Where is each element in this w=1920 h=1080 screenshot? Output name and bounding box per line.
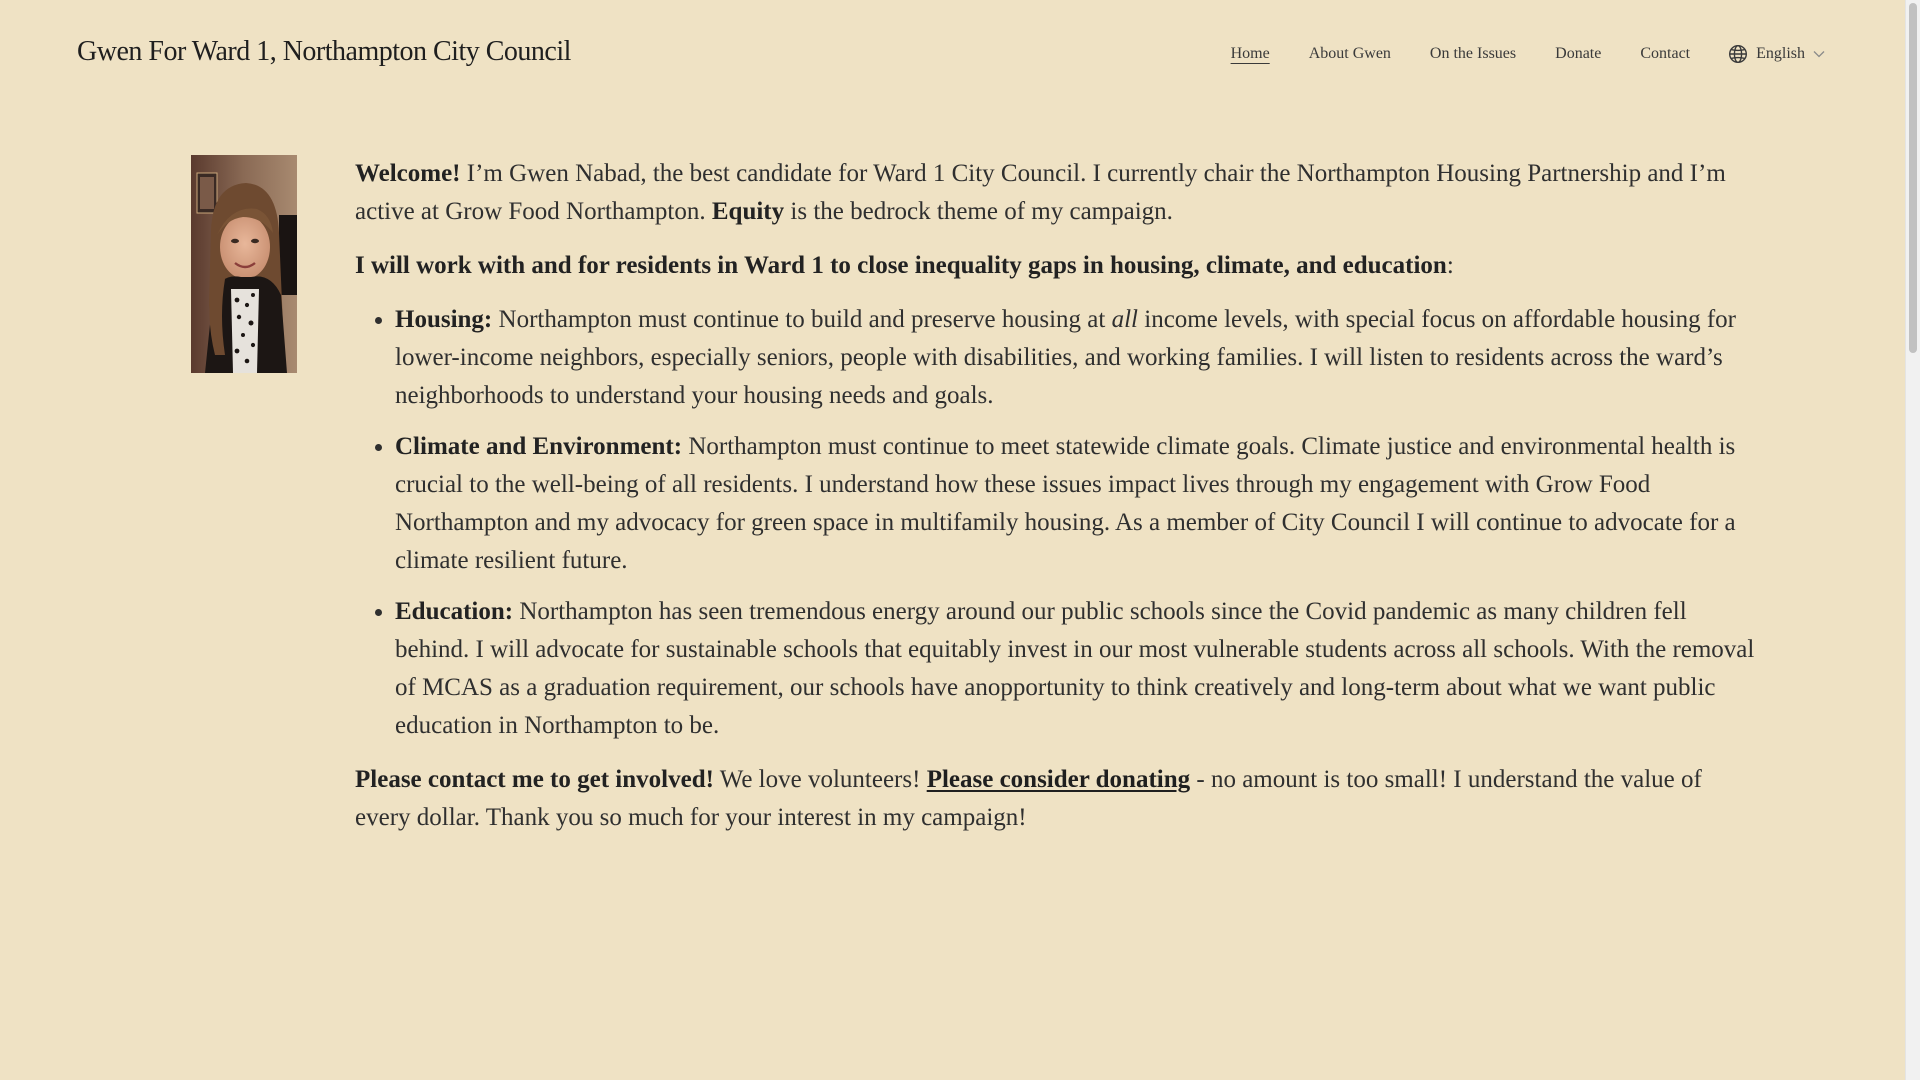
issue-climate: • Climate and Environment: Northampton must continue to meet statewide climate goals. Climate justice and environmental health is crucial to the well-being of all residents. I understand how these issues impact lives through my engagement with Grow Food Northampton and my advocacy for green space in multifamily housing. As a member of City Council I will continue to advocate for a climate resilient future. [395,428,1755,580]
vertical-scrollbar[interactable] [1905,0,1920,1080]
issue-housing: • Housing: Northampton must continue to build and preserve housing at all income levels, with special focus on affordable housing for lower-income neighbors, especially seniors, people with disabilities, and working families. I will listen to residents across the ward’s neighborhoods to understand your housing needs and goals. [395,301,1755,415]
site-title[interactable]: Gwen For Ward 1, Northampton City Council [77,36,571,67]
pledge-paragraph: I will work with and for residents in Ward 1 to close inequality gaps in housing, climate, and education: [355,252,1454,279]
main-content [355,155,1755,853]
intro-paragraph: Welcome! I’m Gwen Nabad, the best candidate for Ward 1 City Council. I currently chair the Northampton Housing Partnership and I’m active at Grow Food Northampton. Equity is the bedrock theme of my campaign. [355,160,1726,225]
issue-education: • Education: Northampton has seen tremendous energy around our public schools since the Covid pandemic as many children fell behind. I will advocate for sustainable schools that equitably invest in our most vulnerable students across all schools. With the removal of MCAS as a graduation requirement, our schools have anopportunity to think creatively and long-term about what we want public education in Northampton to be. [395,593,1755,745]
globe-icon [1728,44,1748,64]
main-nav [1192,44,1825,64]
nav-home[interactable]: Home [1230,45,1270,62]
scrollbar-thumb[interactable] [1909,3,1917,353]
candidate-photo [191,155,297,373]
nav-contact[interactable]: Contact [1640,45,1691,62]
equity-emphasis: Equity [711,198,785,225]
language-selector[interactable] [1728,44,1825,64]
chevron-down-icon [1813,50,1825,58]
welcome-heading: Welcome! [355,160,461,187]
issues-list [355,301,1755,745]
nav-on-the-issues[interactable]: On the Issues [1429,45,1517,62]
donate-link[interactable]: Please consider donating [926,766,1191,793]
language-label: English [1756,45,1805,62]
nav-about-gwen[interactable]: About Gwen [1308,45,1391,62]
nav-donate[interactable]: Donate [1555,45,1602,62]
site-header [0,0,1905,110]
closing-paragraph: Please contact me to get involved! We love volunteers! Please consider donating - no amount is too small! I understand the value of every dollar. Thank you so much for your interest in my campaign! [355,766,1702,831]
